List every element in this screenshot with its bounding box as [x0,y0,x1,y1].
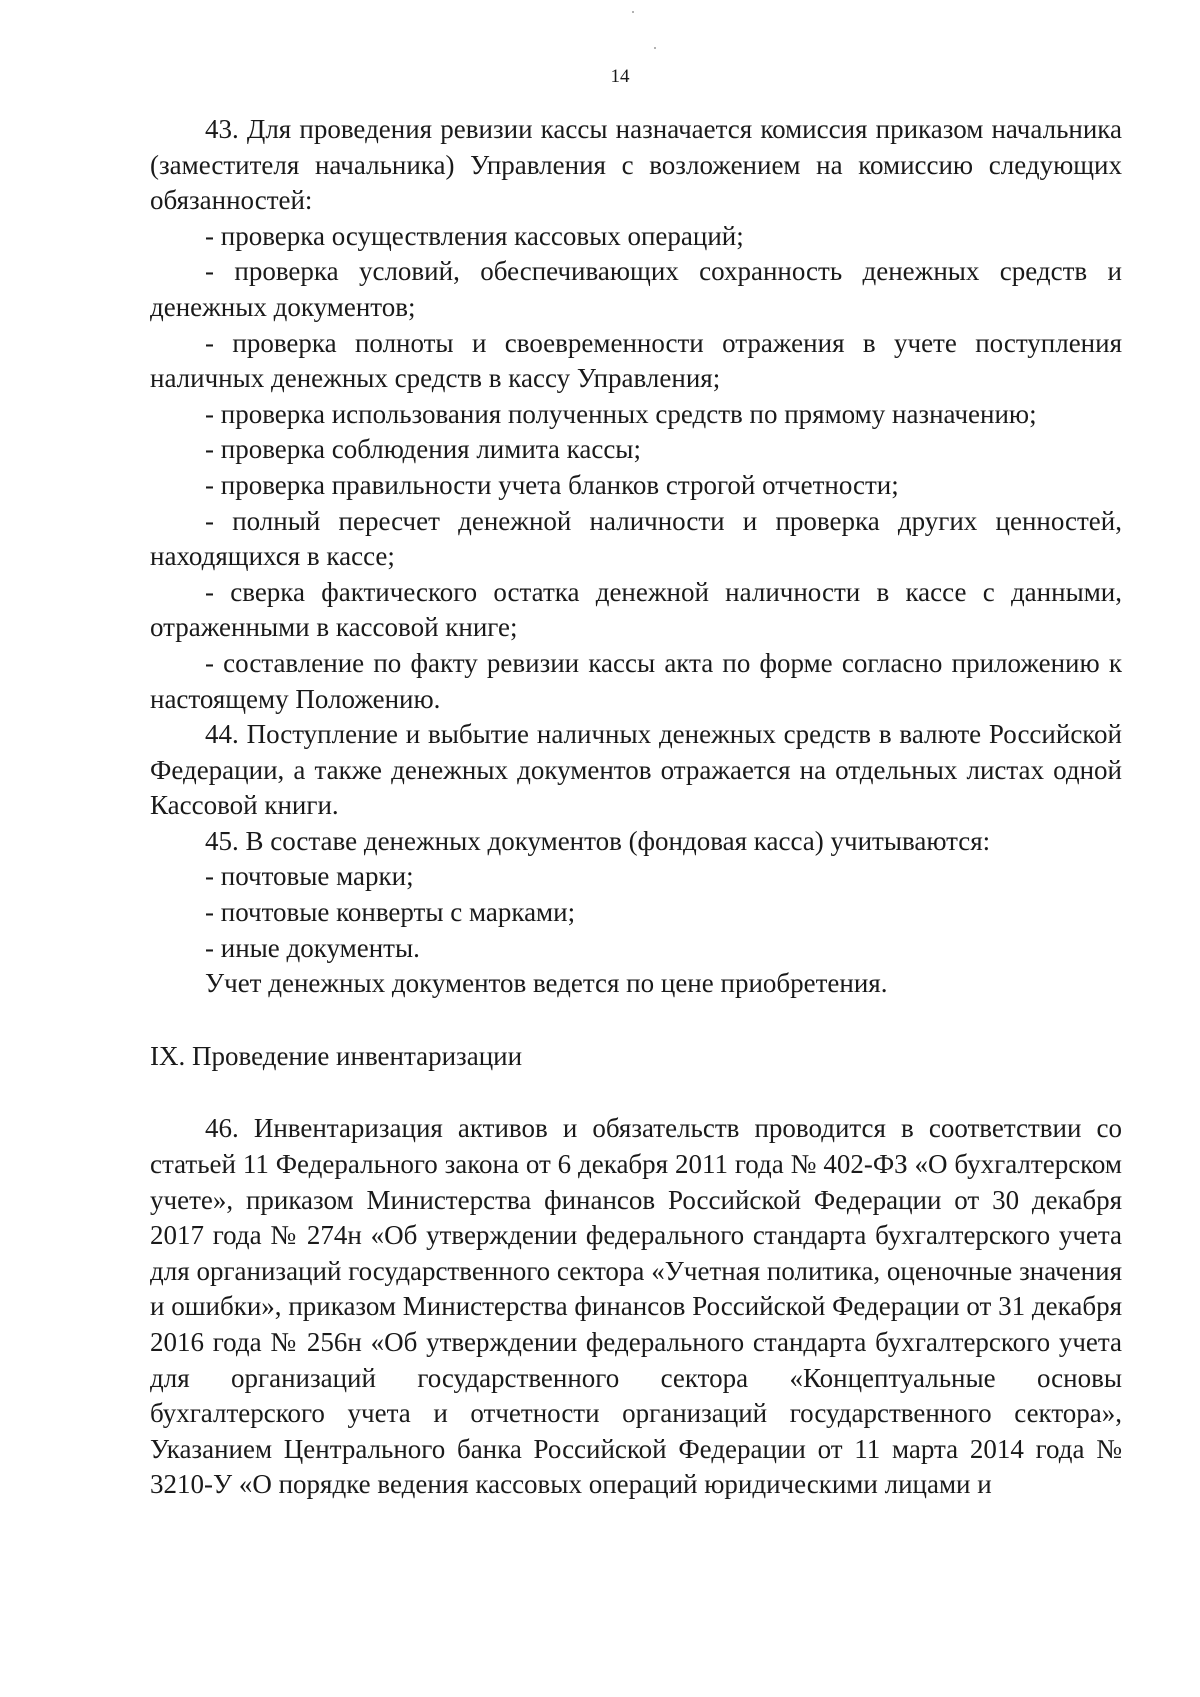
list-item: - проверка правильности учета бланков строгой отчетности; [205,469,899,500]
section-heading: IX. Проведение инвентаризации [150,1040,523,1071]
document-body [150,112,1122,1503]
list-item: - почтовые конверты с марками; [205,897,576,928]
scan-speck [632,11,634,13]
list-item: - полный пересчет денежной наличности и проверка других ценностей, находящихся в кассе; [150,505,1122,572]
list-item: - составление по факту ревизии кассы акта по форме согласно приложению к настоящему Положению. [150,647,1122,714]
list-item: - проверка осуществления кассовых операций; [205,220,744,251]
list-item: - проверка полноты и своевременности отражения в учете поступления наличных денежных средств в кассу Управления; [150,327,1122,394]
paragraph-43: 43. Для проведения ревизии кассы назначается комиссия приказом начальника (заместителя начальника) Управления с возложением на комиссию следующих обязанностей: [150,114,1122,216]
paragraph-note: Учет денежных документов ведется по цене приобретения. [205,968,888,999]
page-number: 14 [610,66,630,87]
list-item: - проверка условий, обеспечивающих сохранность денежных средств и денежных документов; [150,256,1122,322]
paragraph-44: 44. Поступление и выбытие наличных денежных средств в валюте Российской Федерации, а также денежных документов отражается на отдельных листах одной Кассовой книги. [150,719,1122,821]
paragraph-46: 46. Инвентаризация активов и обязательств проводится в соответствии со статьей 11 Федерального закона от 6 декабря 2011 года № 402-ФЗ «О бухгалтерском учете», приказом Министерства финансов Российской Федерации от 30 декабря 2017 года № 274н «Об утверждении федерального стандарта бухгалтерского учета для организаций государственного сектора «Учетная политика, оценочные значения и ошибки», приказом Министерства финансов Российской Федерации от 31 декабря 2016 года № 256н «Об утверждении федерального стандарта бухгалтерского учета для организаций государственного сектора «Концептуальные основы бухгалтерского учета и отчетности организаций государственного сектора», Указанием Центрального банка Российской Федерации от 11 марта 2014 года № 3210-У «О порядке ведения кассовых операций юридическими лицами и [150,1113,1122,1500]
list-item: - сверка фактического остатка денежной наличности в кассе с данными, отраженными в кассовой книге; [150,576,1122,643]
paragraph-45: 45. В составе денежных документов (фондовая касса) учитываются: [205,825,991,856]
list-item: - проверка использования полученных средств по прямому назначению; [205,398,1037,429]
scan-speck [654,47,656,49]
list-item: - иные документы. [205,932,420,963]
list-item: - проверка соблюдения лимита кассы; [205,434,641,465]
list-item: - почтовые марки; [205,861,414,892]
